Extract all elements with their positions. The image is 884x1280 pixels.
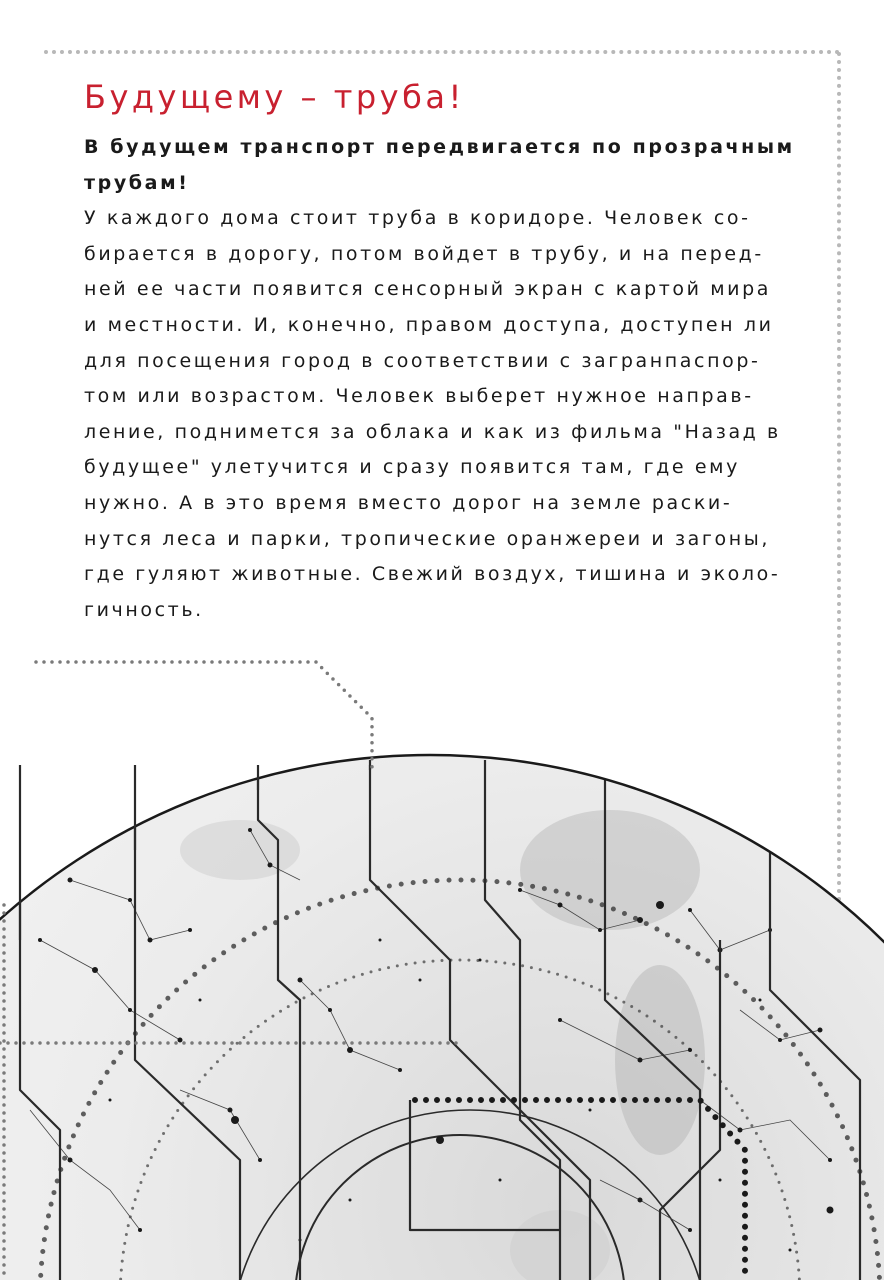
body-line-7: ление, поднимется за облака и как из фильма "Назад в (84, 420, 781, 443)
lead-line-1: В будущем транспорт передвигается по прозрачным (84, 136, 795, 158)
body-line-10: нутся леса и парки, тропические оранжереи и загоны, (84, 527, 770, 550)
article-text (84, 130, 814, 628)
body-line-6: том или возрастом. Человек выберет нужное направ- (84, 385, 754, 408)
dotted-frame-top (44, 50, 840, 54)
body-line-3: ней ее части появится сенсорный экран с картой мира (84, 278, 771, 301)
body-line-1: У каждого дома стоит труба в коридоре. Человек со- (84, 207, 751, 230)
body-line-12: гичность. (84, 598, 204, 621)
article-title: Будущему – труба! (84, 78, 465, 116)
body-line-2: бирается в дорогу, потом войдет в трубу, и на перед- (84, 242, 764, 265)
body-line-9: нужно. А в это время вместо дорог на земле раски- (84, 491, 733, 514)
star-dome (0, 755, 884, 1280)
body-line-11: где гуляют животные. Свежий воздух, тишина и эколо- (84, 563, 781, 586)
tube-network-illustration (0, 640, 884, 1280)
lead-line-2: трубам! (84, 171, 190, 194)
body-line-4: и местности. И, конечно, правом доступа, доступен ли (84, 313, 774, 336)
body-line-5: для посещения город в соответствии с загранпаспор- (84, 349, 761, 372)
body-line-8: будущее" улетучится и сразу появится там, где ему (84, 456, 740, 479)
